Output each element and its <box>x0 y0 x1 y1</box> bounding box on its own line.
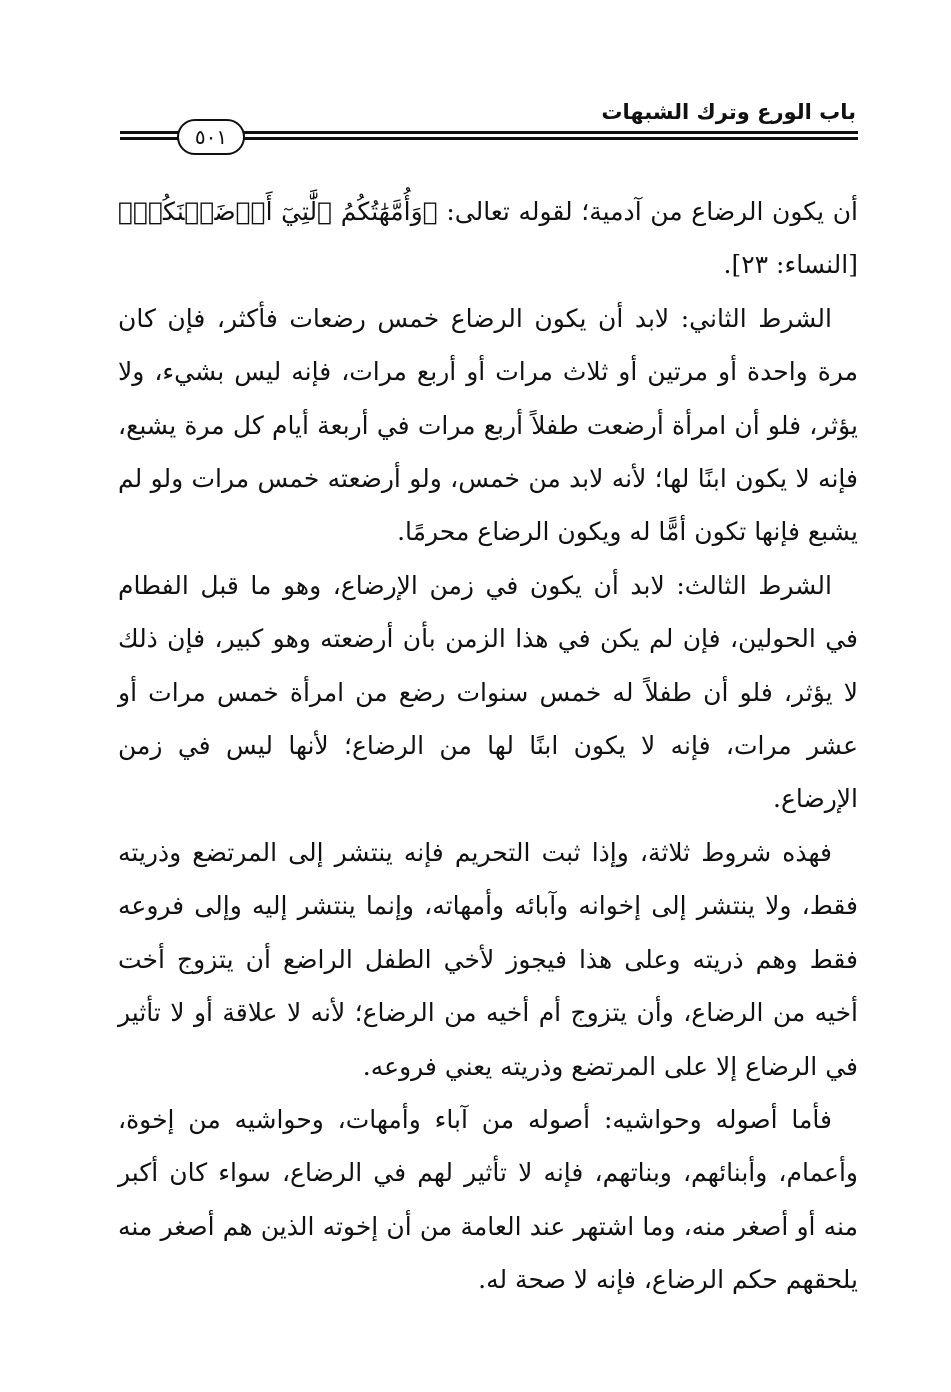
body-text <box>118 185 858 1307</box>
paragraph: فهذه شروط ثلاثة، وإذا ثبت التحريم فإنه ينتشر إلى المرتضع وذريته فقط، ولا ينتشر إلى إخوانه وآبائه وأمهاته، وإنما ينتشر إليه وإلى فروعه فقط وهم ذريته وعلى هذا فيجوز لأخي الطفل الراضع أن يتزوج أخت أخيه من الرضاع، وأن يتزوج أم أخيه من الرضاع؛ لأنه لا علاقة أو لا تأثير في الرضاع إلا على المرتضع وذريته يعني فروعه. <box>118 837 858 1081</box>
chapter-title: باب الورع وترك الشبهات <box>601 100 856 124</box>
paragraph: الشرط الثالث: لابد أن يكون في زمن الإرضاع، وهو ما قبل الفطام في الحولين، فإن لم يكن في هذا الزمن بأن أرضعته وهو كبير، فإن ذلك لا يؤثر، فلو أن طفلاً له خمس سنوات رضع من امرأة خمس مرات أو عشر مرات، فإنه لا يكون ابنًا لها من الرضاع؛ لأنها ليس في زمن الإرضاع. <box>118 570 858 814</box>
paragraph: أن يكون الرضاع من آدمية؛ لقوله تعالى: ﴿وَأُمَّهَٰتُكُمُ ٱلَّٰتِيٓ أَرۡضَعۡنَكُمۡ﴾ [النساء: ٢٣]. <box>118 197 858 280</box>
page-number: ٥٠١ <box>177 119 245 155</box>
paragraph: فأما أصوله وحواشيه: أصوله من آباء وأمهات، وحواشيه من إخوة، وأعمام، وأبنائهم، وبناتهم، فإنه لا تأثير لهم في الرضاع، سواء كان أكبر منه أو أصغر منه، وما اشتهر عند العامة من أن إخوته الذين هم أصغر منه يلحقهم حكم الرضاع، فإنه لا صحة له. <box>118 1104 858 1295</box>
paragraph: الشرط الثاني: لابد أن يكون الرضاع خمس رضعات فأكثر، فإن كان مرة واحدة أو مرتين أو ثلاث مرات أو أربع مرات، فإنه ليس بشيء، ولا يؤثر، فلو أن امرأة أرضعت طفلاً أربع مرات في أربعة أيام كل مرة يشبع، فإنه لا يكون ابنًا لها؛ لأنه لابد من خمس، ولو أرضعته خمس مرات ولو لم يشبع فإنها تكون أمًّا له ويكون الرضاع محرمًا. <box>118 303 858 547</box>
